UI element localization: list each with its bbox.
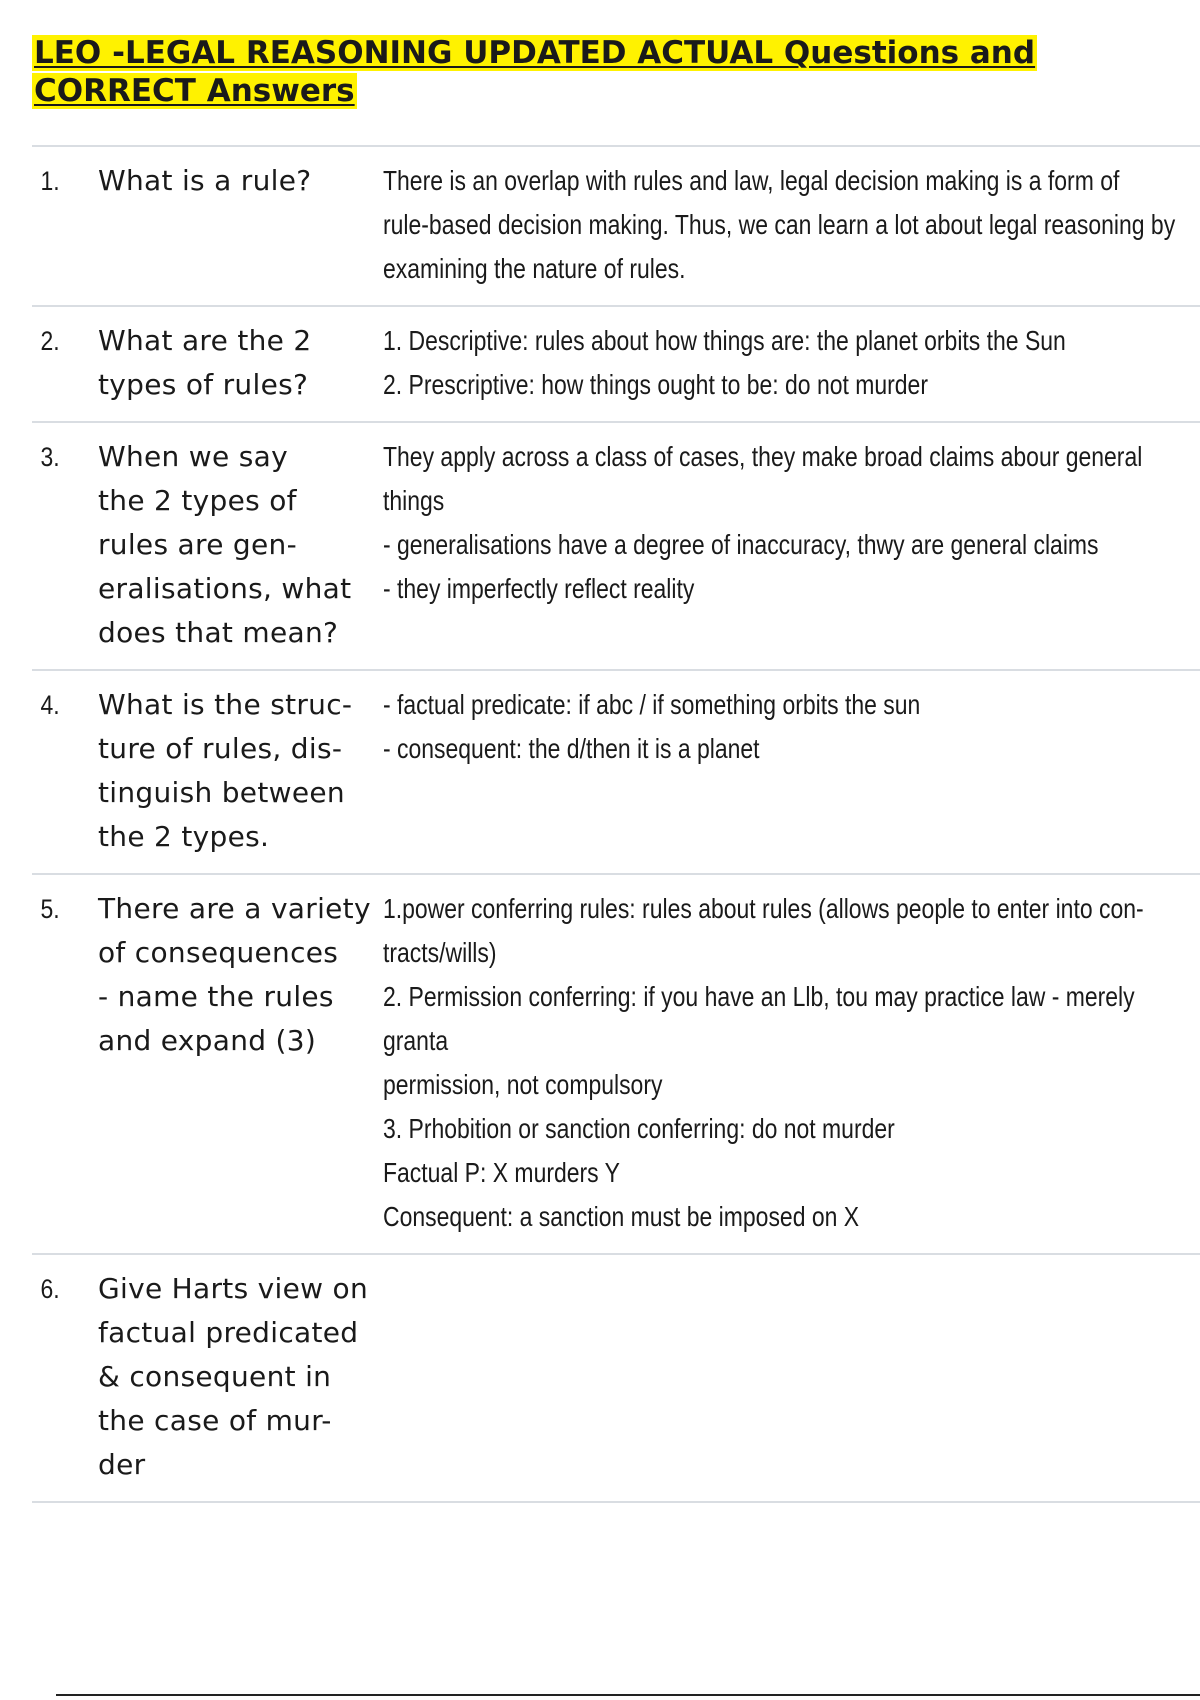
answer-text: There is an overlap with rules and law, legal decision making is a form of rule-based decision making. Thus, we can learn a lot about legal reasoning by examining the nature of rules. — [383, 165, 1176, 284]
question-number: 5. — [40, 894, 60, 924]
qa-table — [32, 145, 1200, 1503]
answer-text: 1.power conferring rules: rules about rules (allows people to enter into con- tracts/wills) 2. Permission conferring: if you have an Llb, tou may practice law - merely granta permission, not compulsory 3. Prhobition or sanction conferring: do not murder Factual P: X murders Y Consequent: a sanction must be imposed on X — [383, 893, 1144, 1232]
footer-divider — [56, 1694, 1200, 1696]
question-text: When we say the 2 types of rules are gen- eralisations, what does that mean? — [98, 440, 352, 649]
question-text: What is a rule? — [98, 164, 312, 197]
question-number: 3. — [40, 442, 60, 472]
question-text: Give Harts view on factual predicated & consequent in the case of mur- der — [98, 1272, 369, 1481]
question-number: 6. — [40, 1274, 60, 1304]
qa-row-4 — [32, 669, 1200, 873]
question-number: 4. — [40, 690, 60, 720]
answer-text: - factual predicate: if abc / if something orbits the sun - consequent: the d/then it is a planet — [383, 689, 921, 764]
qa-row-6 — [32, 1253, 1200, 1503]
qa-row-2 — [32, 305, 1200, 421]
question-text: There are a variety of consequences - name the rules and expand (3) — [98, 892, 371, 1057]
qa-row-5 — [32, 873, 1200, 1253]
answer-text: 1. Descriptive: rules about how things are: the planet orbits the Sun 2. Prescriptive: how things ought to be: do not murder — [383, 325, 1066, 400]
question-text: What is the struc- ture of rules, dis- tinguish between the 2 types. — [98, 688, 353, 853]
question-text: What are the 2 types of rules? — [98, 324, 312, 401]
document-title-block — [32, 34, 1172, 110]
question-number: 1. — [40, 166, 60, 196]
document-title: LEO -LEGAL REASONING UPDATED ACTUAL Questions and CORRECT Answers — [34, 35, 1036, 109]
answer-text: They apply across a class of cases, they make broad claims abour general things - generalisations have a degree of inaccuracy, thwy are general claims - they imperfectly reflect reality — [383, 441, 1143, 604]
qa-row-1 — [32, 145, 1200, 305]
question-number: 2. — [40, 326, 60, 356]
qa-row-3 — [32, 421, 1200, 669]
